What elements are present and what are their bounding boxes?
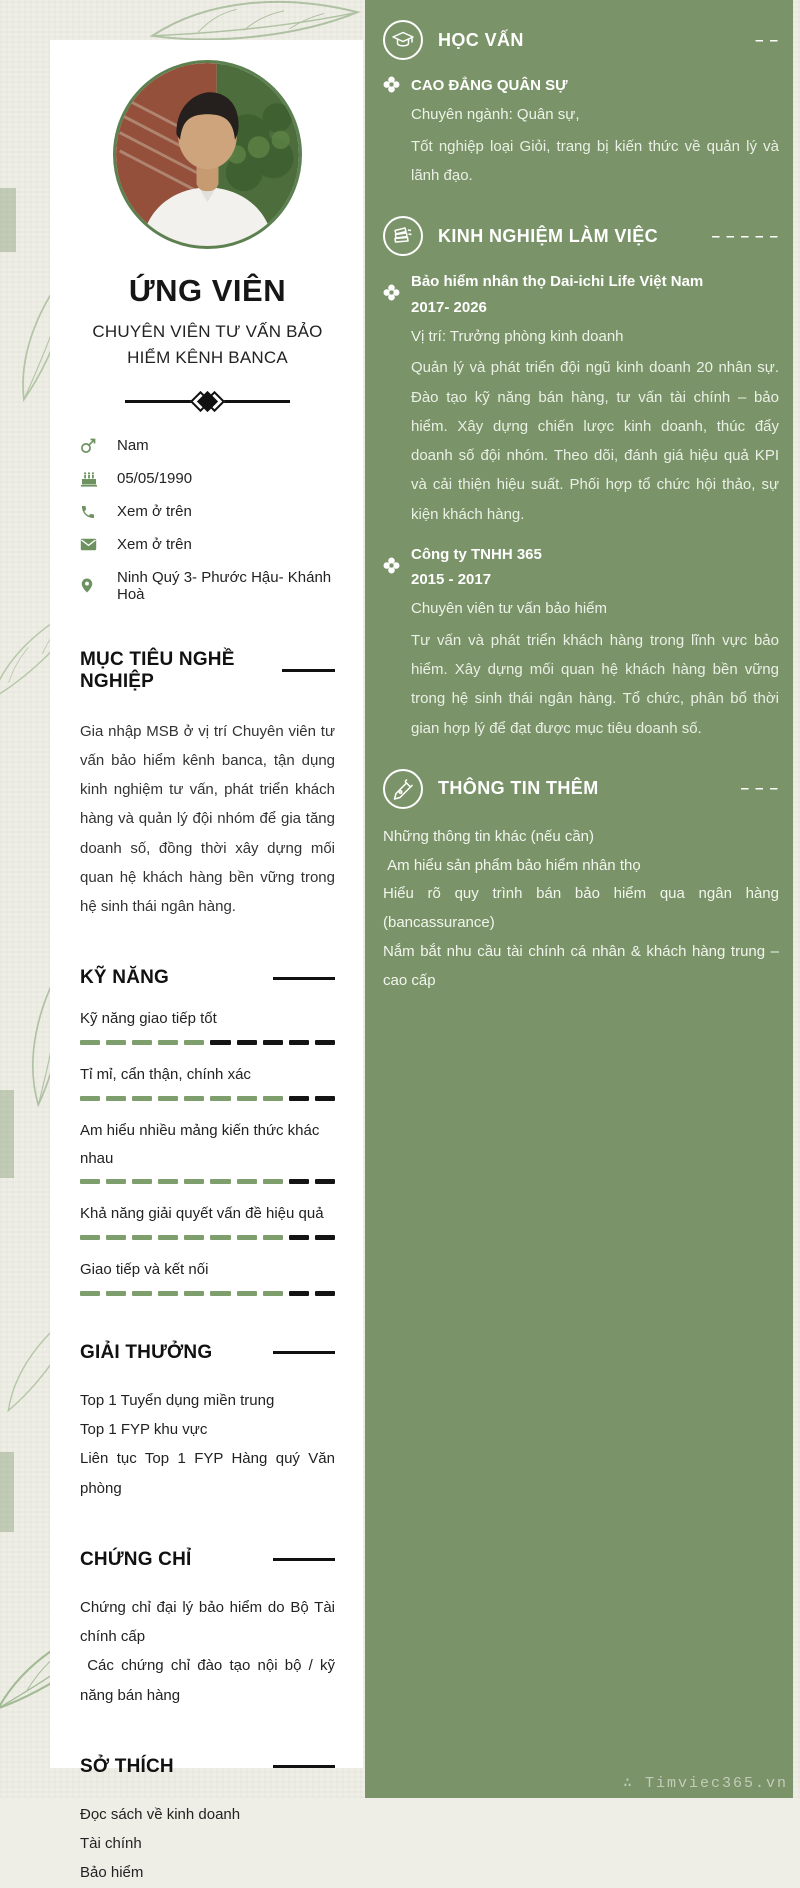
candidate-name: ỨNG VIÊN [128,273,287,308]
books-icon [383,216,423,256]
clover-bullet-icon [383,270,411,529]
male-icon [80,437,100,455]
section-certificates [80,1548,340,1710]
clover-bullet-icon [383,543,411,743]
education-entry [383,74,779,190]
extra-info-line: Hiểu rõ quy trình bán bảo hiểm qua ngân hàng (bancassurance) [383,885,784,932]
section-awards [80,1341,340,1503]
pen-icon [383,769,423,809]
extra-info-line: Nắm bắt nhu cầu tài chính cá nhân & khách hàng trung – cao cấp [383,942,784,989]
experience-entry [383,543,779,743]
phone-icon [80,503,100,521]
section-skills [80,967,335,1296]
job-role: Vị trí: Trưởng phòng kinh doanh [411,327,624,345]
birthday-value: 05/05/1990 [117,470,193,488]
hobby-item: Đọc sách về kinh doanh [80,1805,241,1823]
right-column-panel [365,0,793,1798]
watermark: ∴ Timviec365.vn [622,1775,788,1792]
heading-rule [273,1558,335,1561]
skill-item: Tỉ mỉ, cẩn thận, chính xác [80,1061,335,1101]
job-period: 2017- 2026 [411,298,487,316]
certificate-item: Các chứng chỉ đào tạo nội bộ / kỹ năng bán hàng [80,1657,340,1704]
contact-row-birthday [80,470,335,488]
heading-rule [273,1351,335,1354]
envelope-icon [80,536,100,554]
job-period: 2015 - 2017 [411,571,492,588]
edge-patch [0,1452,14,1532]
contact-list [80,437,335,603]
contact-row-address [80,569,335,603]
award-item: Top 1 Tuyển dụng miền trung [80,1391,275,1409]
contact-row-phone [80,503,335,521]
education-heading: HỌC VẤN [438,29,524,50]
education-detail: Chuyên ngành: Quân sự, [411,106,580,124]
heading-dashes: – – [755,31,779,49]
skill-item: Am hiểu nhiều mảng kiến thức khác nhau [80,1117,335,1185]
skill-item: Giao tiếp và kết nối [80,1256,335,1296]
objective-text: Gia nhập MSB ở vị trí Chuyên viên tư vấn bảo hiểm kênh banca, tận dụng kinh nghiệm tư vấn, phát triển khách hàng và quản lý đội nhóm để gia tăng doanh số, đồng thời xây dựng mối quan hệ khách hàng bền vững trong hệ sinh thái ngân hàng. [80,722,335,916]
left-column-card [50,40,363,1882]
skill-bar [80,1040,335,1045]
map-pin-icon [80,577,100,595]
extra-info-line: Những thông tin khác (nếu cần) [383,827,595,845]
skill-bar [80,1291,335,1296]
hobby-item: Bảo hiểm [80,1864,144,1882]
heading-rule [273,977,335,980]
certificate-item: Chứng chỉ đại lý bảo hiểm do Bộ Tài chính cấp [80,1598,340,1646]
company-name: Công ty TNHH 365 [411,545,542,563]
school-name: CAO ĐẲNG QUÂN SỰ [411,77,568,94]
skills-heading: KỸ NĂNG [80,967,170,989]
award-item: Liên tục Top 1 FYP Hàng quý Văn phòng [80,1450,340,1497]
skill-item: Kỹ năng giao tiếp tốt [80,1005,335,1045]
heading-dashes: – – – [740,780,779,798]
section-education [383,20,779,190]
candidate-title: CHUYÊN VIÊN TƯ VẤN BẢO HIỂM KÊNH BANCA [92,322,323,368]
company-name: Bảo hiểm nhân thọ Dai-ichi Life Việt Nam [411,273,704,291]
certificates-heading: CHỨNG CHỈ [80,1548,192,1570]
experience-heading: KINH NGHIỆM LÀM VIỆC [438,225,659,246]
email-value: Xem ở trên [117,536,192,554]
hobbies-heading: SỞ THÍCH [80,1755,174,1777]
extra-info-line: Am hiểu sản phẩm bảo hiểm nhân thọ [383,856,641,874]
edge-patch [0,1090,14,1178]
hobby-item: Tài chính [80,1835,142,1853]
extra-info-heading: THÔNG TIN THÊM [438,778,599,799]
education-detail: Tốt nghiệp loại Giỏi, trang bị kiến thức về quản lý và lãnh đạo. [411,137,779,184]
edge-patch [0,188,16,252]
heading-rule [282,669,335,672]
section-experience [383,216,779,743]
section-hobbies [80,1756,335,1888]
contact-row-email [80,536,335,554]
skill-bar [80,1235,335,1240]
contact-row-gender [80,437,335,455]
section-extra-info [383,769,784,996]
birthday-cake-icon [80,470,100,488]
profile-photo [113,60,302,249]
gender-value: Nam [117,437,149,455]
award-item: Top 1 FYP khu vực [80,1421,208,1439]
job-role: Chuyên viên tư vấn bảo hiểm [411,600,607,618]
clover-bullet-icon [383,74,411,190]
graduation-cap-icon [383,20,423,60]
section-objective [80,649,335,922]
skill-item: Khả năng giải quyết vấn đề hiệu quả [80,1200,335,1240]
awards-heading: GIẢI THƯỞNG [80,1341,213,1363]
heading-rule [273,1765,335,1768]
diamond-divider [80,394,335,409]
job-description: Tư vấn và phát triển khách hàng trong lĩnh vực bảo hiểm. Xây dựng mối quan hệ khách hàng bền vững trong hệ sinh thái ngân hàng. Tổ chức, phân bổ thời gian hợp lý để đạt được mục tiêu doanh số. [411,631,779,737]
heading-dashes: – – – – – [711,227,779,245]
address-value: Ninh Quý 3- Phước Hậu- Khánh Hoà [117,568,332,603]
experience-entry [383,270,779,529]
objective-heading: MỤC TIÊU NGHỀ NGHIỆP [80,648,235,692]
skill-bar [80,1096,335,1101]
job-description: Quản lý và phát triển đội ngũ kinh doanh 20 nhân sự. Đào tạo kỹ năng bán hàng, tư vấn tài chính – bảo hiểm. Xây dựng chiến lược kinh doanh, thúc đẩy doanh số đội nhóm. Theo dõi, đánh giá hiệu quả KPI và cải thiện hiệu suất. Phối hợp tổ chức hội thảo, sự kiện khách hàng. [411,359,779,523]
skill-bar [80,1179,335,1184]
phone-value: Xem ở trên [117,503,192,521]
